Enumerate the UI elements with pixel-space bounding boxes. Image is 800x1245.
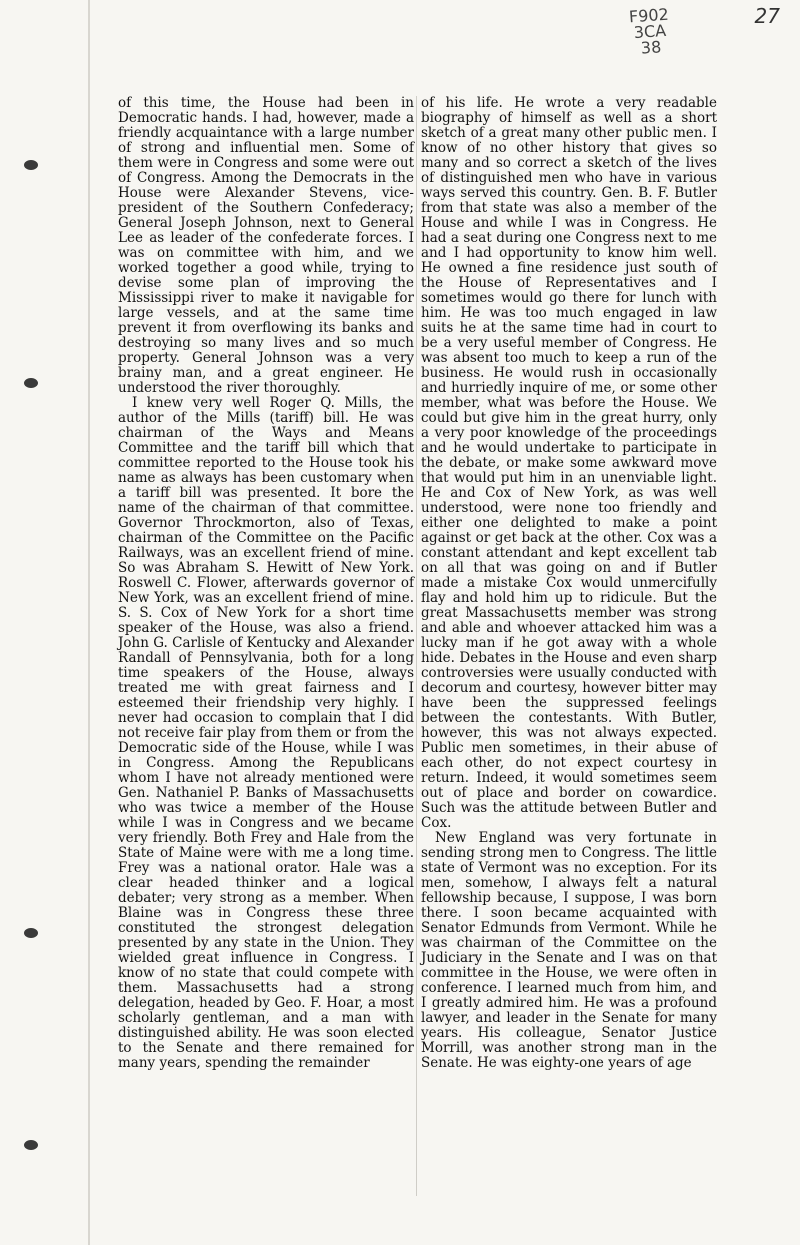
paragraph: New England was very fortunate in sending strong men to Congress. The little state of Vermont was no exception. For its men, somehow, I always felt a natural fellowship because, I suppose, I was born there. I soon became acquainted with Senator Edmunds from Vermont. While he was chairman of the Committee on the Judiciary in the Senate and I was on that committee in the House, we were often in conference. I learned much from him, and I greatly admired him. He was a profound lawyer, and leader in the Senate for many years. His colleague, Senator Justice Morrill, was another strong man in the Senate. He was eighty-one years of age bbox=[421, 830, 717, 1071]
page-number: 27 bbox=[754, 4, 780, 28]
paragraph: of this time, the House had been in Democratic hands. I had, however, made a friendly acquaintance with a large number of strong and influential men. Some of them were in Congress and some were out of Congress. Among the Democrats in the House were Alexander Stevens, vice-president of the Southern Confederacy; General Joseph Johnson, next to General Lee as leader of the confederate forces. I was on committee with him, and we worked together a good while, trying to devise some plan of improving the Mississippi river to make it navigable for large vessels, and at the same time prevent it from overflowing its banks and destroying so many lives and so much property. General Johnson was a very brainy man, and a great engineer. He understood the river thoroughly. bbox=[118, 95, 414, 396]
paragraph: of his life. He wrote a very readable biography of himself as well as a short sketch of a great many other public men. I know of no other history that gives so many and so correct a sketch of the lives of distinguished men who have in various ways served this country. Gen. B. F. Butler from that state was also a member of the House and while I was in Congress. He had a seat during one Congress next to me and I had opportunity to know him well. He owned a fine residence just south of the House of Representatives and I sometimes would go there for lunch with him. He was too much engaged in law suits he at the same time had in court to be a very useful member of Congress. He was absent too much to keep a run of the business. He would rush in occasionally and hurriedly inquire of me, or some other member, what was before the House. We could but give him in the great hurry, only a very poor knowledge of the proceedings and he would undertake to participate in the debate, or make some awkward move that would put him in an unenviable light. He and Cox of New York, as was well understood, were none too friendly and either one delighted to make a point against or get back at the other. Cox was a constant attendant and kept excellent tab on all that was going on and if Butler made a mistake Cox would unmercifully flay and hold him up to ridicule. But the great Massachusetts member was strong and able and whoever attacked him was a lucky man if he got away with a whole hide. Debates in the House and even sharp controversies were usually conducted with decorum and courtesy, however bitter may have been the suppressed feelings between the contestants. With Butler, however, this was not always expected. Public men sometimes, in their abuse of each other, do not expect courtesy in return. Indeed, it would sometimes seem out of place and border on cowardice. Such was the attitude between Butler and Cox. bbox=[421, 95, 717, 831]
right-text-column bbox=[421, 96, 717, 1071]
archive-line: F902 bbox=[628, 4, 670, 27]
column-divider bbox=[416, 96, 417, 1196]
binder-hole-mark bbox=[24, 378, 38, 388]
archive-handwritten-note bbox=[608, 5, 691, 58]
paragraph: I knew very well Roger Q. Mills, the author of the Mills (tariff) bill. He was chairman of the Ways and Means Committee and the tariff bill which that committee reported to the House took his name as always has been customary when a tariff bill was presented. It bore the name of the chairman of that committee. Governor Throckmorton, also of Texas, chairman of the Committee on the Pacific Railways, was an excellent friend of mine. So was Abraham S. Hewitt of New York. Roswell C. Flower, afterwards governor of New York, was an excellent friend of mine. S. S. Cox of New York for a short time speaker of the House, was also a friend. John G. Carlisle of Kentucky and Alexander Randall of Pennsylvania, both for a long time speakers of the House, always treated me with great fairness and I esteemed their friendship very highly. I never had occasion to complain that I did not receive fair play from them or from the Democratic side of the House, while I was in Congress. Among the Republicans whom I have not already mentioned were Gen. Nathaniel P. Banks of Massachusetts who was twice a member of the House while I was in Congress and we became very friendly. Both Frey and Hale from the State of Maine were with me a long time. Frey was a national orator. Hale was a clear headed thinker and a logical debater; very strong as a member. When Blaine was in Congress these three constituted the strongest delegation presented by any state in the Union. They wielded great influence in Congress. I know of no state that could compete with them. Massachusetts had a strong delegation, headed by Geo. F. Hoar, a most scholarly gentleman, and a man with distinguished ability. He was soon elected to the Senate and there remained for many years, spending the remainder bbox=[118, 395, 414, 1071]
page-edge-shadow bbox=[88, 0, 90, 1245]
binder-hole-mark bbox=[24, 1140, 38, 1150]
binder-hole-mark bbox=[24, 928, 38, 938]
binder-hole-mark bbox=[24, 160, 38, 170]
archive-line: 3CA bbox=[633, 20, 667, 43]
archive-line: 38 bbox=[640, 37, 662, 58]
left-text-column bbox=[118, 96, 414, 1071]
